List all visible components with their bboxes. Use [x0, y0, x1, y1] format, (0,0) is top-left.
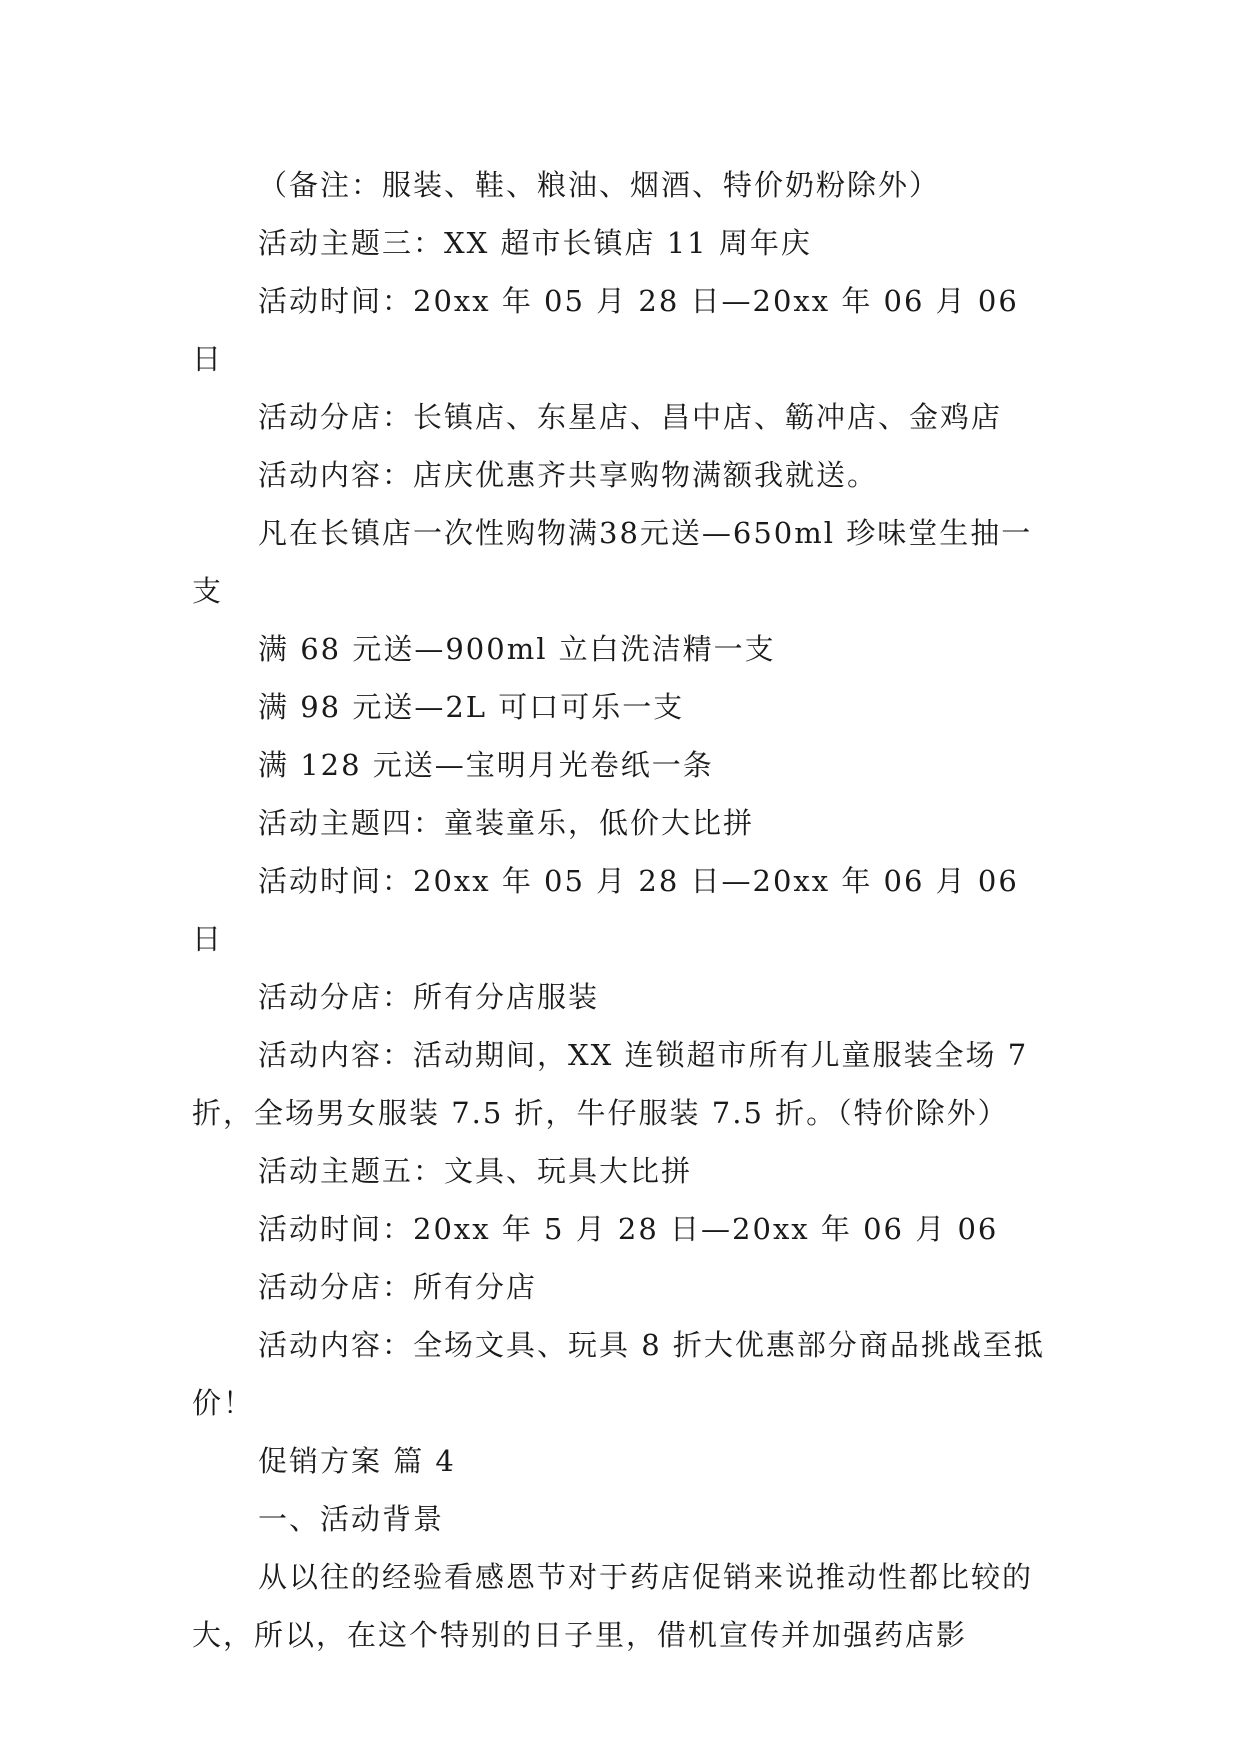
- paragraph-background: 从以往的经验看感恩节对于药店促销来说推动性都比较的大，所以，在这个特别的日子里，借机宣传并加强药店影: [192, 1560, 1034, 1652]
- paragraph-gift-128: 满 128 元送—宝明月光卷纸一条: [258, 748, 714, 782]
- paragraph-time-four: 活动时间：20xx 年 05 月 28 日—20xx 年 06 月 06 日: [192, 864, 1019, 956]
- paragraph-content-three: 活动内容：店庆优惠齐共享购物满额我就送。: [258, 458, 879, 492]
- paragraph-stores-four: 活动分店：所有分店服装: [258, 980, 600, 1014]
- paragraph-theme-five: 活动主题五：文具、玩具大比拼: [258, 1154, 693, 1188]
- paragraph-stores-five: 活动分店：所有分店: [258, 1270, 538, 1304]
- document-body: [192, 156, 1052, 1664]
- section-heading-plan-4: 促销方案 篇 4: [258, 1444, 456, 1478]
- paragraph-gift-38: 凡在长镇店一次性购物满38元送—650ml 珍味堂生抽一支: [192, 516, 1033, 608]
- paragraph-time-three: 活动时间：20xx 年 05 月 28 日—20xx 年 06 月 06 日: [192, 284, 1019, 376]
- paragraph-content-five: 活动内容：全场文具、玩具 8 折大优惠部分商品挑战至抵价！: [192, 1328, 1045, 1420]
- paragraph-remark: （备注：服装、鞋、粮油、烟酒、特价奶粉除外）: [258, 168, 941, 202]
- paragraph-theme-three: 活动主题三：XX 超市长镇店 11 周年庆: [258, 226, 812, 260]
- paragraph-theme-four: 活动主题四：童装童乐，低价大比拼: [258, 806, 755, 840]
- paragraph-stores-three: 活动分店：长镇店、东星店、昌中店、簕冲店、金鸡店: [258, 400, 1003, 434]
- paragraph-gift-68: 满 68 元送—900ml 立白洗洁精一支: [258, 632, 776, 666]
- section-heading-background: 一、活动背景: [258, 1502, 445, 1536]
- paragraph-content-four: 活动内容：活动期间，XX 连锁超市所有儿童服装全场 7 折，全场男女服装 7.5 折，牛仔服装 7.5 折。（特价除外）: [192, 1038, 1029, 1130]
- paragraph-time-five: 活动时间：20xx 年 5 月 28 日—20xx 年 06 月 06: [258, 1212, 999, 1246]
- paragraph-gift-98: 满 98 元送—2L 可口可乐一支: [258, 690, 685, 724]
